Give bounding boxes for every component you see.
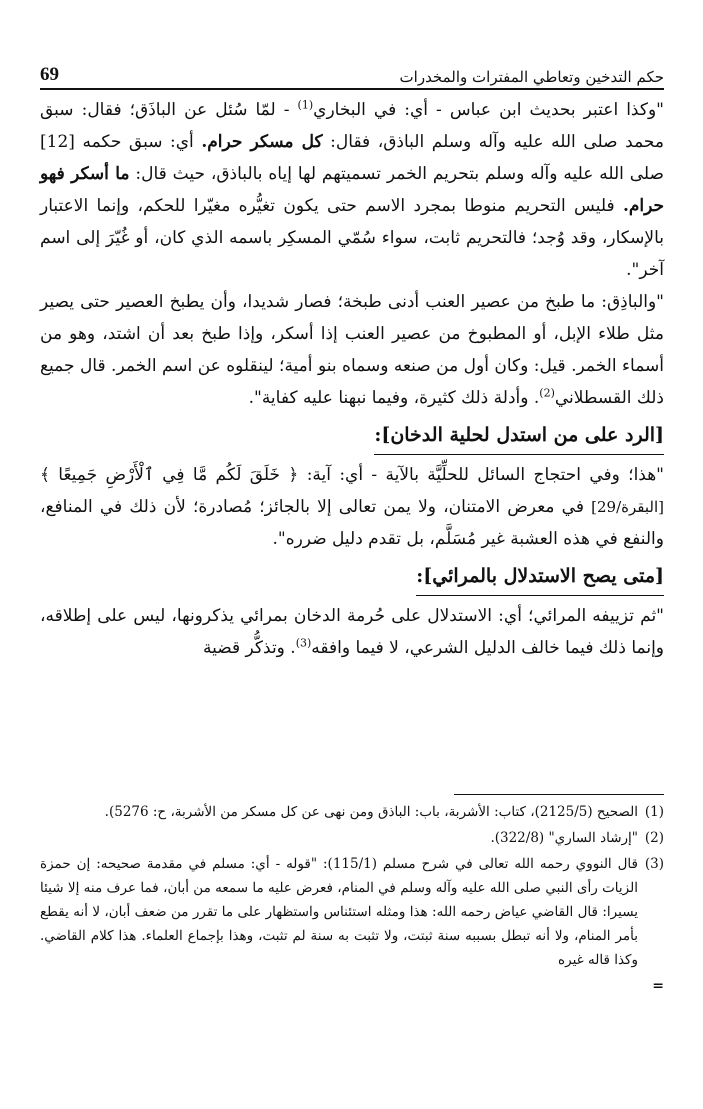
footnote-2 xyxy=(40,826,664,850)
paragraph-1 xyxy=(40,94,664,286)
paragraph-text: . وتذكُّر قضية xyxy=(203,638,296,658)
paragraph-text: - لمّا سُئل عن الباذَق؛ فقال: سبق محمد صلى الله عليه وآله وسلم الباذق، فقال: xyxy=(40,100,664,152)
paragraph-4 xyxy=(40,600,664,664)
section-heading-wrap xyxy=(40,557,664,596)
footnote-3 xyxy=(40,852,664,972)
page-header xyxy=(40,52,664,86)
paragraph-text: "هذا؛ وفي احتجاج السائل للحلِّيَّة بالآية - أي: آية: ﴿ خَلَقَ لَكُم مَّا فِي ٱلْأَرْضِ جَمِيعًا ﴾ xyxy=(40,465,664,485)
paragraph-text: فليس التحريم منوطا بمجرد الاسم حتى يكون تغيُّره مغيّرا للحكم، وإنما الاعتبار بالإسكار، وقد وُجد؛ فالتحريم ثابت، سواء سُمّي المسكِر باسمه الذي كان، أو غُيّرَ إلى اسم آخر". xyxy=(40,196,664,280)
footnote-1 xyxy=(40,800,664,824)
running-title: حكم التدخين وتعاطي المفترات والمخدرات xyxy=(399,68,664,86)
paragraph-text: "وكذا اعتبر بحديث ابن عباس - أي: في البخاري xyxy=(313,100,664,120)
footnote-text: الصحيح (2125/5)، كتاب: الأشربة، باب: الباذق ومن نهى عن كل مسكر من الأشربة، ح: 5276). xyxy=(104,804,638,820)
section-heading-1: [الرد على من استدل لحلية الدخان]: xyxy=(374,418,664,455)
footnotes xyxy=(40,800,664,998)
paragraph-text: . وأدلة ذلك كثيرة، وفيما نبهنا عليه كفاية". xyxy=(248,388,540,408)
footnote-ref-1: (1) xyxy=(297,98,314,112)
section-heading-wrap xyxy=(40,416,664,455)
paragraph-text: "والباذِق: ما طبخ من عصير العنب أدنى طبخة؛ فصار شديدا، وأن يطبخ العصير حتى يصير مثل طلاء الإبل، أو المطبوخ من عصير العنب إذا أسكر، وإذا طبخ بعد أن اشتد، وهو من أسماء الخمر. قيل: وكان أول من صنعه وسماه بنو أمية؛ لينقلوه عن اسم الخمر. قال جميع ذلك القسطلاني xyxy=(40,292,664,408)
hadith-quote: كل مسكر حرام. xyxy=(201,132,323,152)
paragraph-text: أي: سبق حكمه [12] صلى الله عليه وآله وسلم بتحريم الخمر تسميتهم لها إياه بالباذق، حيث قال: xyxy=(40,132,664,184)
continuation-mark: = xyxy=(652,978,664,994)
paragraph-text: "ثم تزييفه المرائي؛ أي: الاستدلال على حُرمة الدخان بمرائي يذكرونها، ليس على إطلاقه، وإنما ذلك فيما خالف الدليل الشرعي، لا فيما وافقه xyxy=(40,606,664,658)
hadith-quote: ما أسكر فهو حرام. xyxy=(40,164,664,216)
footnote-number: (3) xyxy=(644,856,664,872)
footnote-number: (2) xyxy=(644,830,664,846)
section-heading-2: [متى يصح الاستدلال بالمرائي]: xyxy=(416,559,664,596)
paragraph-2 xyxy=(40,286,664,414)
footnote-separator xyxy=(454,794,664,795)
footnote-ref-3: (3) xyxy=(295,636,312,650)
footnote-text: "إرشاد الساري" (322/8). xyxy=(490,830,638,846)
quran-reference: [البقرة/29] xyxy=(591,498,664,516)
footnote-number: (1) xyxy=(644,804,664,820)
main-text xyxy=(40,94,664,664)
footnote-ref-2: (2) xyxy=(539,386,555,400)
header-rule xyxy=(40,88,664,90)
footnote-text: قال النووي رحمه الله تعالى في شرح مسلم (115/1): "قوله - أي: مسلم في مقدمة صحيحه: إن حمزة الزيات رأى النبي صلى الله عليه وآله وسلم في المنام، فعرض عليه ما سمعه من أبان، فما عرف منه إلا شيئا يسيرا: قال القاضي عياض رحمه الله: هذا ومثله استئناس واستظهار على ما تقرر من ضعف أبان، لا أنه يقطع بأمر المنام، ولا أنه تبطل بسببه سنة ثبتت، ولا تثبت به سنة لم تثبت، وهذا بإجماع العلماء. هذا كلام القاضي. وكذا قاله غيره xyxy=(40,856,638,968)
paragraph-text: في معرض الامتنان، ولا يمن تعالى إلا بالجائز؛ مُصادرة؛ لأن ذلك في المنافع، والنفع في هذه العشبة غير مُسَلَّم، بل تقدم دليل ضرره". xyxy=(40,497,664,549)
paragraph-3 xyxy=(40,459,664,555)
page-number: 69 xyxy=(40,64,59,85)
